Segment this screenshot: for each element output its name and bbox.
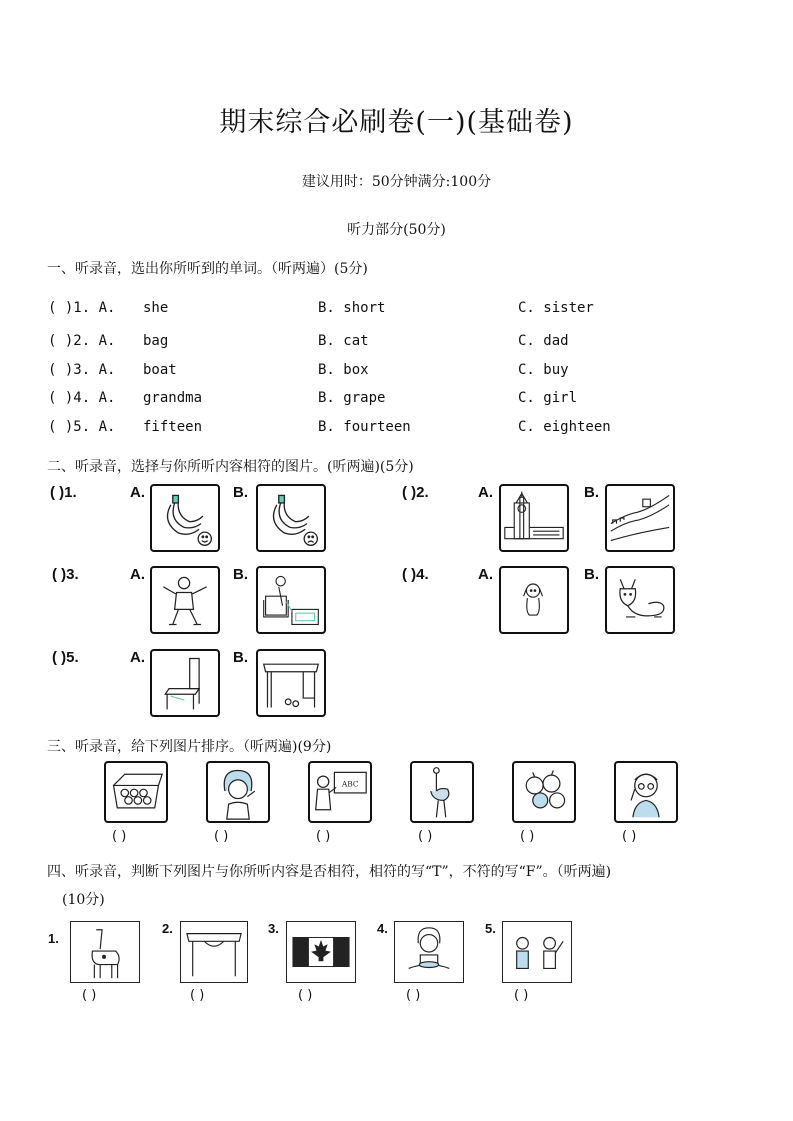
s4-answer-paren-5[interactable]: ( ) — [514, 988, 529, 1003]
big-dog-icon — [605, 566, 675, 634]
q4-option-c: C. girl — [518, 390, 578, 406]
q5-option-c: C. eighteen — [518, 419, 611, 435]
great-wall-icon — [605, 484, 675, 552]
q5-row — [48, 419, 748, 439]
fruits-icon — [512, 761, 576, 823]
big-ben-icon — [499, 484, 569, 552]
q4-number: ( )4. A. — [48, 390, 116, 406]
q4-option-a: grandma — [143, 390, 203, 406]
s3-answer-paren-2[interactable]: ( ) — [214, 829, 229, 844]
q1-option-a: she — [143, 300, 169, 316]
s4-num-3: 3. — [268, 921, 279, 936]
s4-answer-paren-3[interactable]: ( ) — [298, 988, 313, 1003]
puppy-icon — [499, 566, 569, 634]
s2-q4-label-a: A. — [478, 566, 493, 583]
q5-number: ( )5. A. — [48, 419, 116, 435]
page-title: 期末综合必刷卷(一)(基础卷) — [219, 107, 574, 138]
bananas-happy-icon — [150, 484, 220, 552]
egg-carton-icon — [104, 761, 168, 823]
q2-row — [48, 333, 748, 353]
teacher-abc-icon — [308, 761, 372, 823]
s2-q5-answer-paren[interactable]: ( )5. — [52, 649, 79, 666]
q2-option-a: bag — [143, 333, 169, 349]
giraffe-icon — [70, 921, 140, 983]
s2-q5-label-b: B. — [233, 649, 248, 666]
cat-under-table-icon — [180, 921, 248, 983]
bananas-sad-icon — [256, 484, 326, 552]
girl-eating-icon — [394, 921, 464, 983]
s2-q3-label-b: B. — [233, 566, 248, 583]
s2-q1-answer-paren[interactable]: ( )1. — [50, 484, 77, 501]
s4-answer-paren-4[interactable]: ( ) — [406, 988, 421, 1003]
s2-q1-label-a: A. — [130, 484, 145, 501]
s3-answer-paren-6[interactable]: ( ) — [622, 829, 637, 844]
q4-option-b: B. grape — [318, 390, 386, 406]
s4-num-4: 4. — [377, 921, 388, 936]
grandpa-taichi-icon — [150, 566, 220, 634]
chair-icon — [150, 649, 220, 717]
q1-option-c: C. sister — [518, 300, 594, 316]
s2-q4-answer-paren[interactable]: ( )4. — [402, 566, 429, 583]
s3-answer-paren-5[interactable]: ( ) — [520, 829, 535, 844]
s2-q1-label-b: B. — [233, 484, 248, 501]
canada-flag-icon — [286, 921, 356, 983]
sofa-tv-icon — [256, 566, 326, 634]
s3-answer-paren-1[interactable]: ( ) — [112, 829, 127, 844]
section4-score: (10分) — [62, 892, 105, 908]
q3-row — [48, 362, 748, 382]
q4-row — [48, 390, 748, 410]
boy-glasses-icon — [614, 761, 678, 823]
q1-row — [48, 300, 748, 320]
q3-option-c: C. buy — [518, 362, 569, 378]
s4-answer-paren-2[interactable]: ( ) — [190, 988, 205, 1003]
two-kids-icon — [502, 921, 572, 983]
ostrich-icon — [410, 761, 474, 823]
q3-option-b: B. box — [318, 362, 369, 378]
s4-answer-paren-1[interactable]: ( ) — [82, 988, 97, 1003]
s2-q3-answer-paren[interactable]: ( )3. — [52, 566, 79, 583]
section2-heading: 二、听录音，选择与你所听内容相符的图片。(听两遍)(5分) — [47, 459, 414, 475]
q5-option-a: fifteen — [143, 419, 203, 435]
q2-option-b: B. cat — [318, 333, 369, 349]
s3-answer-paren-4[interactable]: ( ) — [418, 829, 433, 844]
s2-q2-answer-paren[interactable]: ( )2. — [402, 484, 429, 501]
s4-num-5: 5. — [485, 921, 496, 936]
q1-number: ( )1. A. — [48, 300, 116, 316]
q2-option-c: C. dad — [518, 333, 569, 349]
s4-num-1: 1. — [48, 931, 59, 946]
s2-q4-label-b: B. — [584, 566, 599, 583]
section1-heading: 一、听录音，选出你所听到的单词。（听两遍）(5分) — [47, 261, 368, 277]
s3-answer-paren-3[interactable]: ( ) — [316, 829, 331, 844]
girl-headache-icon — [206, 761, 270, 823]
s4-num-2: 2. — [162, 921, 173, 936]
q1-option-b: B. short — [318, 300, 386, 316]
s2-q2-label-b: B. — [584, 484, 599, 501]
section3-heading: 三、听录音，给下列图片排序。（听两遍)(9分) — [47, 739, 332, 755]
q3-number: ( )3. A. — [48, 362, 116, 378]
q2-number: ( )2. A. — [48, 333, 116, 349]
q5-option-b: B. fourteen — [318, 419, 411, 435]
time-score-info: 建议用时：50分钟满分:100分 — [301, 174, 492, 190]
s2-q2-label-a: A. — [478, 484, 493, 501]
s2-q5-label-a: A. — [130, 649, 145, 666]
s2-q3-label-a: A. — [130, 566, 145, 583]
desk-icon — [256, 649, 326, 717]
q3-option-a: boat — [143, 362, 177, 378]
abc-board-text: ABC — [341, 779, 359, 789]
listening-part-title: 听力部分(50分) — [347, 222, 446, 238]
section4-heading: 四、听录音，判断下列图片与你所听内容是否相符，相符的写“T”，不符的写“F”。（听两遍) — [47, 864, 612, 880]
